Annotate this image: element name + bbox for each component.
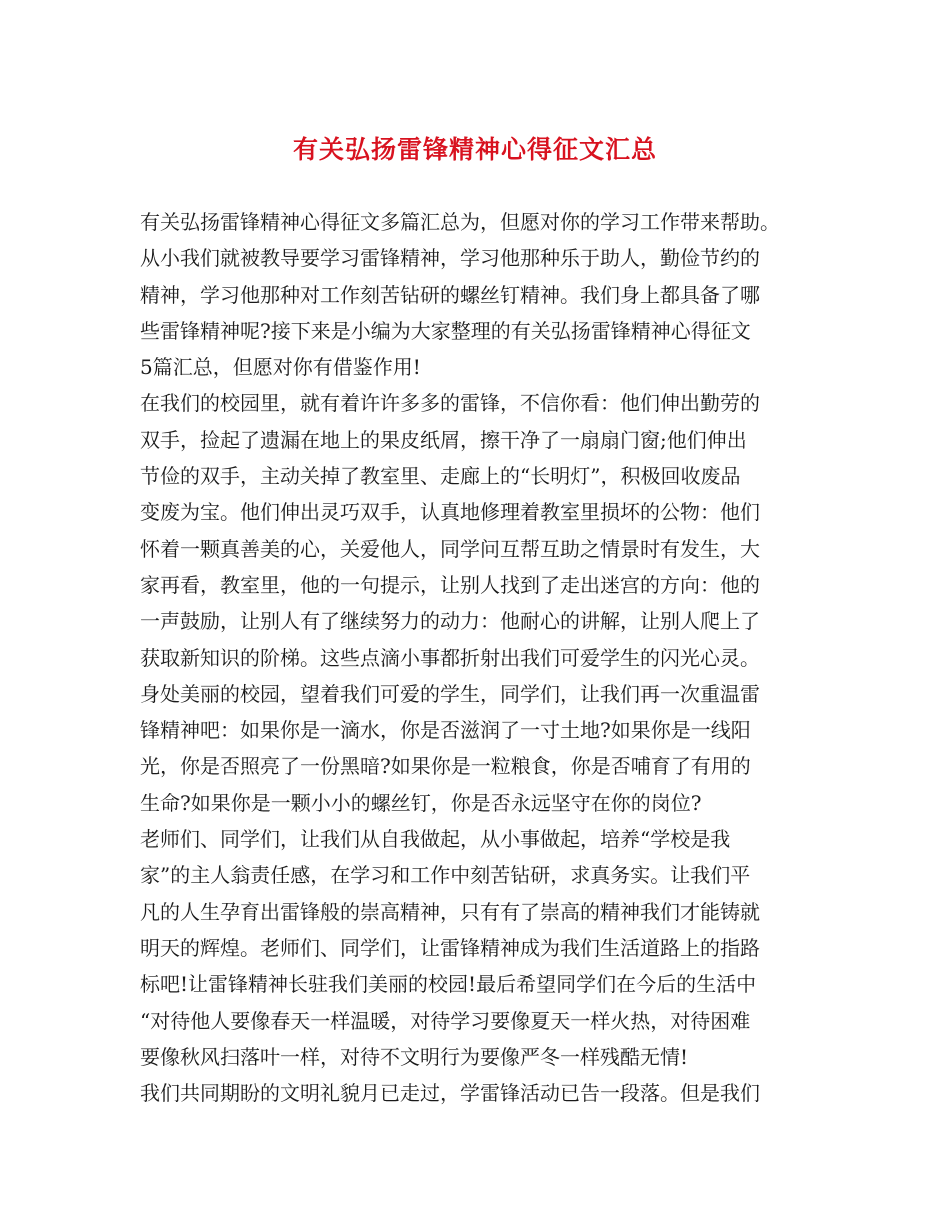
document-body (140, 204, 830, 1111)
text-line: 凡的人生孕育出雷锋般的崇高精神，只有有了崇高的精神我们才能铸就 (140, 899, 760, 924)
text-line: 明天的辉煌。老师们、同学们，让雷锋精神成为我们生活道路上的指路 (140, 935, 760, 960)
text-line: 生命?如果你是一颗小小的螺丝钉，你是否永远坚守在你的岗位? (140, 790, 702, 815)
text-line: 我们共同期盼的文明礼貌月已走过，学雷锋活动已告一段落。但是我们 (140, 1081, 760, 1106)
text-line: 变废为宝。他们伸出灵巧双手，认真地修理着教室里损坏的公物：他们 (140, 500, 760, 525)
text-line: 怀着一颗真善美的心，关爱他人，同学问互帮互助之情景时有发生，大 (140, 536, 760, 561)
text-line: 双手，捡起了遗漏在地上的果皮纸屑，擦干净了一扇扇门窗;他们伸出 (140, 427, 747, 452)
text-line: 些雷锋精神呢?接下来是小编为大家整理的有关弘扬雷锋精神心得征文 (140, 318, 751, 343)
text-line: 身处美丽的校园，望着我们可爱的学生，同学们，让我们再一次重温雷 (140, 681, 760, 706)
text-line: 标吧!让雷锋精神长驻我们美丽的校园!最后希望同学们在今后的生活中 (140, 972, 757, 997)
text-line: 获取新知识的阶梯。这些点滴小事都折射出我们可爱学生的闪光心灵。 (140, 645, 760, 670)
text-line: 5篇汇总，但愿对你有借鉴作用! (140, 355, 421, 380)
text-line: 锋精神吧：如果你是一滴水，你是否滋润了一寸土地?如果你是一线阳 (140, 718, 751, 743)
text-line: 节俭的双手，主动关掉了教室里、走廊上的“长明灯”，积极回收废品 (140, 464, 741, 489)
text-line: 家再看，教室里，他的一句提示，让别人找到了走出迷宫的方向：他的 (140, 572, 760, 597)
text-line: 从小我们就被教导要学习雷锋精神，学习他那种乐于助人，勤俭节约的 (140, 246, 760, 271)
text-line: 精神，学习他那种对工作刻苦钻研的螺丝钉精神。我们身上都具备了哪 (140, 282, 760, 307)
text-line: 要像秋风扫落叶一样，对待不文明行为要像严冬一样残酷无情! (140, 1044, 689, 1069)
text-line: 在我们的校园里，就有着许许多多的雷锋，不信你看：他们伸出勤劳的 (140, 391, 760, 416)
document-title: 有关弘扬雷锋精神心得征文汇总 (292, 135, 657, 164)
text-line: 老师们、同学们，让我们从自我做起，从小事做起，培养“学校是我 (140, 827, 731, 852)
text-line: 有关弘扬雷锋精神心得征文多篇汇总为，但愿对你的学习工作带来帮助。 (140, 210, 780, 234)
text-line: 光，你是否照亮了一份黑暗?如果你是一粒粮食，你是否哺育了有用的 (140, 754, 751, 779)
text-line: 家”的主人翁责任感，在学习和工作中刻苦钻研，求真务实。让我们平 (140, 863, 751, 888)
text-line: 一声鼓励，让别人有了继续努力的动力：他耐心的讲解，让别人爬上了 (140, 609, 760, 634)
text-line: “对待他人要像春天一样温暖，对待学习要像夏天一样火热，对待困难 (140, 1008, 751, 1033)
